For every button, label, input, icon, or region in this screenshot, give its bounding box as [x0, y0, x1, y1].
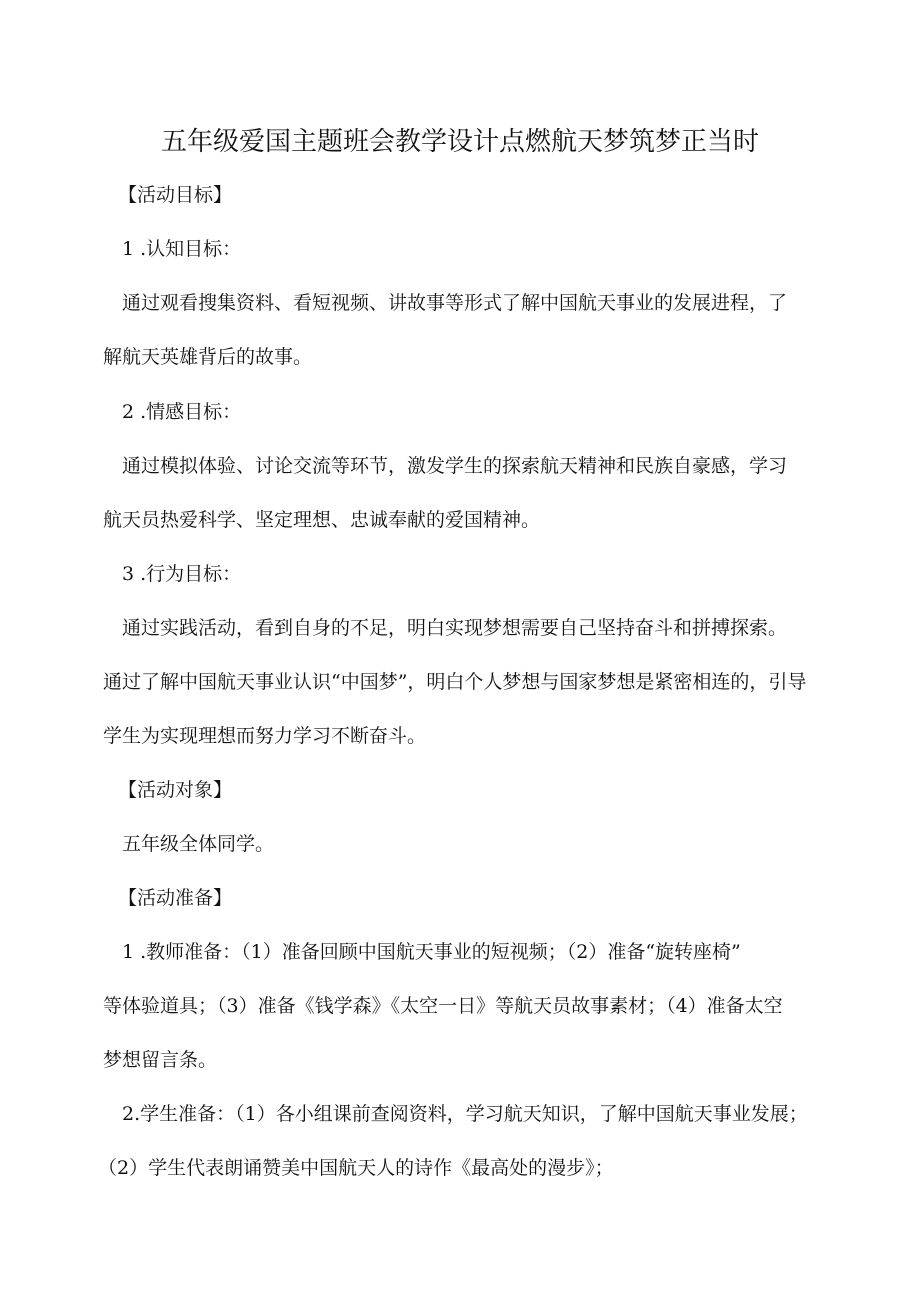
paragraph-line: 学生为实现理想而努力学习不断奋斗。	[103, 725, 427, 747]
section-heading-goals: 【活动目标】	[118, 184, 233, 206]
paragraph-line: 通过模拟体验、讨论交流等环节，激发学生的探索航天精神和民族自豪感，学习	[122, 455, 788, 477]
document-title: 五年级爱国主题班会教学设计点燃航天梦筑梦正当时	[160, 127, 759, 157]
section-heading-audience: 【活动对象】	[118, 779, 233, 801]
paragraph-line: 通过实践活动，看到自身的不足，明白实现梦想需要自己坚持奋斗和拼搏探索。	[122, 617, 788, 639]
paragraph-line: 梦想留言条。	[103, 1049, 218, 1071]
section-heading-preparation: 【活动准备】	[118, 887, 233, 909]
paragraph-line: （2）学生代表朗诵赞美中国航天人的诗作《最高处的漫步》；	[98, 1157, 614, 1179]
goal-cognitive-heading: 1 .认知目标：	[122, 238, 242, 260]
goal-emotional-heading: 2 .情感目标：	[122, 401, 242, 423]
paragraph-line: 航天员热爱科学、坚定理想、忠诚奉献的爱国精神。	[103, 509, 541, 531]
student-preparation: 2.学生准备：（1）各小组课前查阅资料，学习航天知识，了解中国航天事业发展；	[122, 1103, 808, 1125]
goal-behavior-heading: 3 .行为目标：	[122, 563, 242, 585]
teacher-preparation: 1 .教师准备：（1）准备回顾中国航天事业的短视频；（2）准备“旋转座椅”	[122, 941, 741, 963]
paragraph-line: 解航天英雄背后的故事。	[103, 346, 313, 368]
paragraph-line: 通过了解中国航天事业认识“中国梦”，明白个人梦想与国家梦想是紧密相连的，引导	[103, 671, 807, 693]
paragraph-line: 等体验道具；（3）准备《钱学森》《太空一日》等航天员故事素材；（4）准备太空	[103, 995, 783, 1017]
paragraph-line: 通过观看搜集资料、看短视频、讲故事等形式了解中国航天事业的发展进程，了	[122, 292, 788, 314]
paragraph-line: 五年级全体同学。	[122, 833, 275, 855]
